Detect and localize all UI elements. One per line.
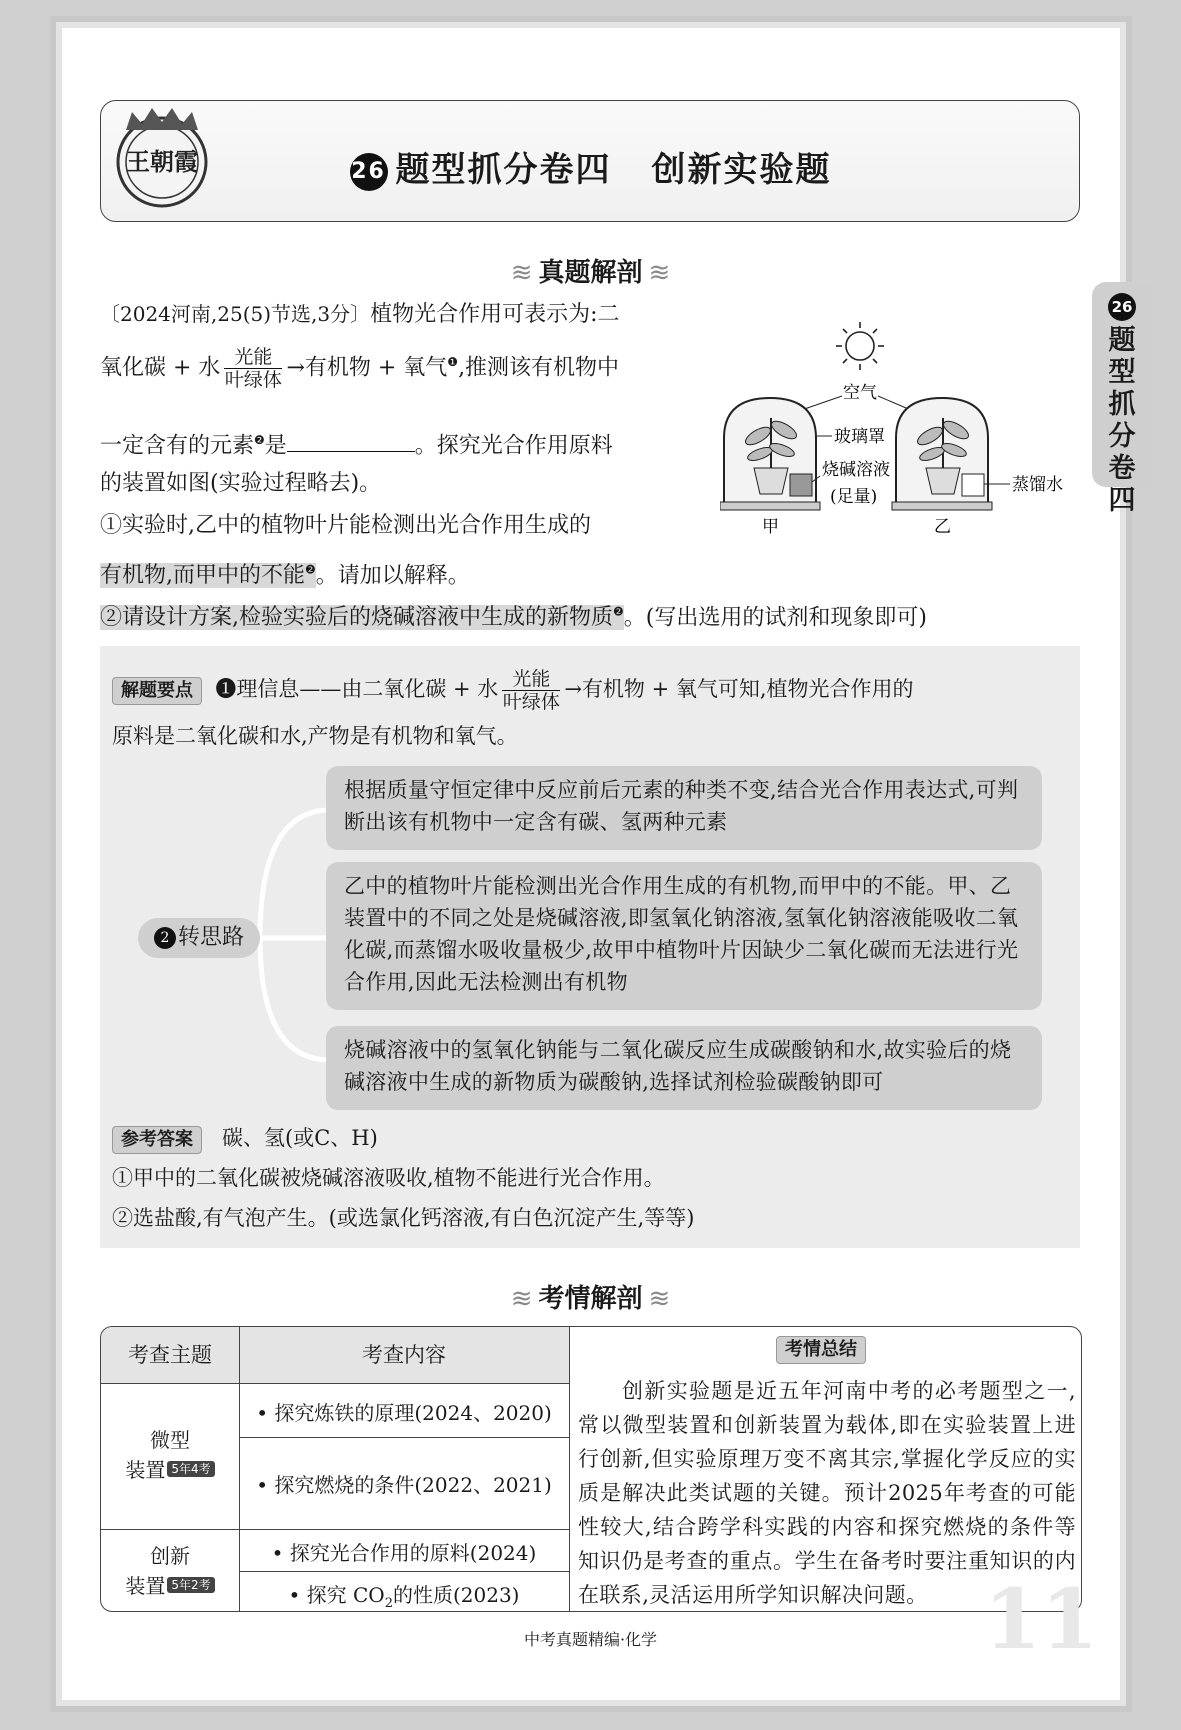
label-jia: 甲	[762, 517, 779, 537]
table-row: • 探究 $CO_2$的性质(2023)	[288, 1583, 520, 1611]
group-innovative: 创新 装置 5年2考	[101, 1541, 239, 1601]
label-naoh: 烧碱溶液	[822, 460, 890, 480]
page-number: 11	[984, 1572, 1099, 1668]
question-line-4: 的装置如图(实验过程略去)。	[100, 471, 382, 496]
question-line-7: ②请设计方案,检验实验后的烧碱溶液中生成的新物质$^❷$。(写出选用的试剂和现象即可)	[100, 605, 927, 631]
side-tab-char: 型	[1108, 357, 1136, 388]
bell-jar-yi	[892, 398, 992, 510]
tag-summary: 考情总结	[776, 1336, 866, 1364]
label-cover: 玻璃罩	[834, 427, 885, 447]
badge-innovative: 5年2考	[167, 1577, 214, 1593]
label-yi: 乙	[934, 517, 951, 537]
reasoning-box-1: 根据质量守恒定律中反应前后元素的种类不变,结合光合作用表达式,可判断出该有机物中一定含有碳、氢两种元素	[326, 766, 1042, 850]
analysis-line-1: 解题要点 ❶理信息——由二氧化碳 + 水 $\frac{\text{光能}}{\text{叶绿体}}$ →有机物 + 氧气可知,植物光合作用的	[112, 668, 914, 713]
col-header-topic: 考查主题	[101, 1327, 239, 1383]
think-node: 2 转思路	[138, 918, 260, 958]
footer-text: 中考真题精编·化学	[523, 1630, 658, 1649]
question-line-1: 〔2024河南,25(5)节选,3分〕植物光合作用可表示为:二	[100, 302, 620, 327]
table-row: • 探究炼铁的原理(2024、2020)	[256, 1401, 552, 1425]
reasoning-box-3: 烧碱溶液中的氢氧化钠能与二氧化碳反应生成碳酸钠和水,故实验后的烧碱溶液中生成的新物质为碳酸钠,选择试剂检验碳酸钠即可	[326, 1026, 1042, 1110]
tag-key-points: 解题要点	[112, 677, 202, 705]
page-title	[0, 142, 1181, 191]
answer-line-2: ②选盐酸,有气泡产生。(或选氯化钙溶液,有白色沉淀产生,等等)	[112, 1206, 695, 1230]
table-row: • 探究燃烧的条件(2022、2021)	[256, 1473, 552, 1497]
question-line-3: 一定含有的元素$^❷$是 。探究光合作用原料	[100, 426, 613, 460]
question-line-2: 氧化碳 + 水 $\frac{\text{光能}}{\text{叶绿体}}$ →有机物 + 氧气$^❶$,推测该有机物中	[100, 346, 620, 391]
label-amount: (足量)	[830, 487, 878, 507]
answer-blank[interactable]	[287, 430, 415, 452]
question-line-6: 有机物,而甲中的不能$^❷$。请加以解释。	[100, 563, 470, 589]
chapter-number-badge: 26	[350, 153, 388, 191]
sun-icon	[836, 322, 884, 370]
side-tab	[1092, 282, 1152, 516]
answer-line-1: ①甲中的二氧化碳被烧碱溶液吸收,植物不能进行光合作用。	[112, 1166, 665, 1190]
summary-text: 创新实验题是近五年河南中考的必考题型之一,常以微型装置和创新装置为载体,即在实验装置上进行创新,但实验原理万变不离其宗,掌握化学反应的实质是解决此类试题的关键。预计2025年考查的可能性较大,结合跨学科实践的内容和探究燃烧的条件等知识仍是考查的重点。学生在备考时要注重知识的内在联系,灵活运用所学知识解决问题。	[578, 1379, 1076, 1607]
section-heading-kaoqing: ≋ 考情解剖 ≋	[510, 1284, 671, 1314]
side-tab-char: 题	[1108, 325, 1136, 356]
title-main: 题型抓分卷四	[395, 150, 612, 190]
side-tab-number: 26	[1108, 293, 1136, 321]
reasoning-box-2: 乙中的植物叶片能检测出光合作用生成的有机物,而甲中的不能。甲、乙装置中的不同之处是烧碱溶液,即氢氧化钠溶液,氢氧化钠溶液能吸收二氧化碳,而蒸馏水吸收量极少,故甲中植物叶片因缺少二氧化碳而无法进行光合作用,因此无法检测出有机物	[326, 862, 1042, 1010]
label-water: 蒸馏水	[1012, 475, 1063, 495]
side-tab-char: 卷	[1108, 453, 1136, 484]
bell-jar-jia	[720, 398, 820, 510]
side-tab-char: 抓	[1108, 389, 1136, 420]
title-sub: 创新实验题	[651, 150, 832, 190]
experiment-diagram	[720, 318, 1080, 542]
reaction-condition: $\frac{\text{光能}}{\text{叶绿体}}$	[224, 346, 282, 391]
section-heading-zhenti: ≋ 真题解剖 ≋	[510, 258, 671, 288]
reaction-condition-2: $\frac{\text{光能}}{\text{叶绿体}}$	[502, 668, 560, 713]
col-header-content: 考查内容	[239, 1327, 569, 1383]
question-source: 〔2024河南,25(5)节选,3分〕	[100, 302, 371, 326]
analysis-line-2: 原料是二氧化碳和水,产物是有机物和氧气。	[112, 724, 518, 748]
group-micro: 微型 装置 5年4考	[101, 1425, 239, 1485]
badge-micro: 5年4考	[167, 1461, 214, 1477]
side-tab-char: 四	[1108, 485, 1136, 516]
svg-text:王朝霞: 王朝霞	[126, 147, 198, 176]
tag-answer: 参考答案	[112, 1126, 202, 1154]
question-line-5: ①实验时,乙中的植物叶片能检测出光合作用生成的	[100, 513, 591, 538]
answer-line-0: 参考答案 碳、氢(或C、H)	[112, 1124, 378, 1154]
side-tab-char: 分	[1108, 421, 1136, 452]
table-row: • 探究光合作用的原料(2024)	[271, 1541, 537, 1565]
label-air: 空气	[843, 383, 877, 403]
